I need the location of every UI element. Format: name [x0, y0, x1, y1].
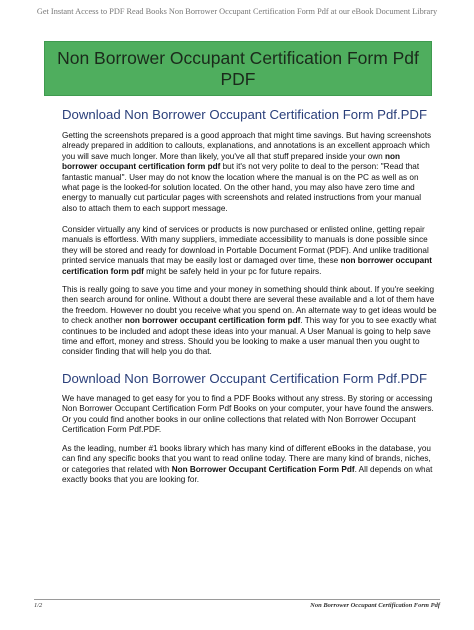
paragraph-text: but it's not very polite to deal to the person: "Read that fantastic manual". User may do not know the location where the manual is on the PC as well as on what page is the looked-for solution located. On the other hand, you may also have zero time and energy to manually cut particular pages with screenshots and related instructions from your manual also to attach them to each support message.: [62, 162, 422, 213]
paragraph-text: Getting the screenshots prepared is a good approach that might time savings. But having screenshots already prepared in addition to callouts, explanations, and annotations is an excellent approach which you will save much longer. More than likely, you've all that stuff prepared inside your own: [62, 131, 432, 161]
paragraph-2: [62, 225, 437, 277]
keyword-bold: Non Borrower Occupant Certification Form Pdf: [171, 464, 355, 474]
paragraph-text: . This way for you to see exactly what continues to be included and adopt these ideas into your manual. A User Manual is going to help save time and effort, money and stress. Should you be looking to make a user manual then you ought to consider finding that will help you do that.: [62, 316, 437, 357]
paragraph-text: We have managed to get easy for you to find a PDF Books without any stress. By storing or accessing Non Borrower Occupant Certification Form Pdf Books on your computer, your have found the answers. Or you could find another books in our online collections that related with Non Borrower Occupant Certification Form Pdf.PDF.: [62, 394, 434, 435]
keyword-bold: non borrower occupant certification form pdf: [62, 151, 401, 172]
section-heading-1[interactable]: Download Non Borrower Occupant Certification Form Pdf.PDF: [62, 107, 427, 122]
paragraph-3: [62, 285, 437, 358]
footer-title: Non Borrower Occupant Certification Form Pdf: [310, 602, 440, 609]
keyword-bold: non borrower occupant certification form pdf: [124, 316, 301, 326]
top-banner: Get Instant Access to PDF Read Books Non Borrower Occupant Certification Form Pdf at our eBook Document Library: [36, 7, 438, 16]
paragraph-4: [62, 394, 437, 436]
page-title: Non Borrower Occupant Certification Form Pdf PDF: [44, 41, 432, 96]
paragraph-text: This is really going to save you time and your money in something should think about. If you're seeking then search around for online. Without a doubt there are several these available and a lot of them have the freedom. However no doubt you receive what you spend on. An alternate way to get ideas would be to check another: [62, 285, 437, 326]
paragraph-5: [62, 444, 437, 486]
paragraph-text: might be safely held in your pc for future repairs.: [143, 266, 322, 276]
paragraph-text: Consider virtually any kind of services or products is now purchased or enlisted online, getting repair manuals is effortless. With many suppliers, immediate accessibility to manuals is done possible since they will be stored and ready for download in Portable Document Format (PDF). And unlike traditional printed service manuals that may be easily lost or damaged over time, these: [62, 225, 429, 266]
keyword-bold: non borrower occupant certification form pdf: [62, 256, 432, 276]
footer-divider: [34, 599, 440, 600]
page-number: 1/2: [34, 602, 43, 609]
paragraph-text: . All depends on what exactly books that you are looking for.: [62, 464, 433, 485]
section-heading-2[interactable]: Download Non Borrower Occupant Certification Form Pdf.PDF: [62, 371, 427, 386]
paragraph-1: [62, 131, 437, 214]
paragraph-text: As the leading, number #1 books library which has many kind of different eBooks in the database, you can find any specific books that you want to read online today. There are many kind of brands, niches, or categories that related with: [62, 444, 431, 474]
